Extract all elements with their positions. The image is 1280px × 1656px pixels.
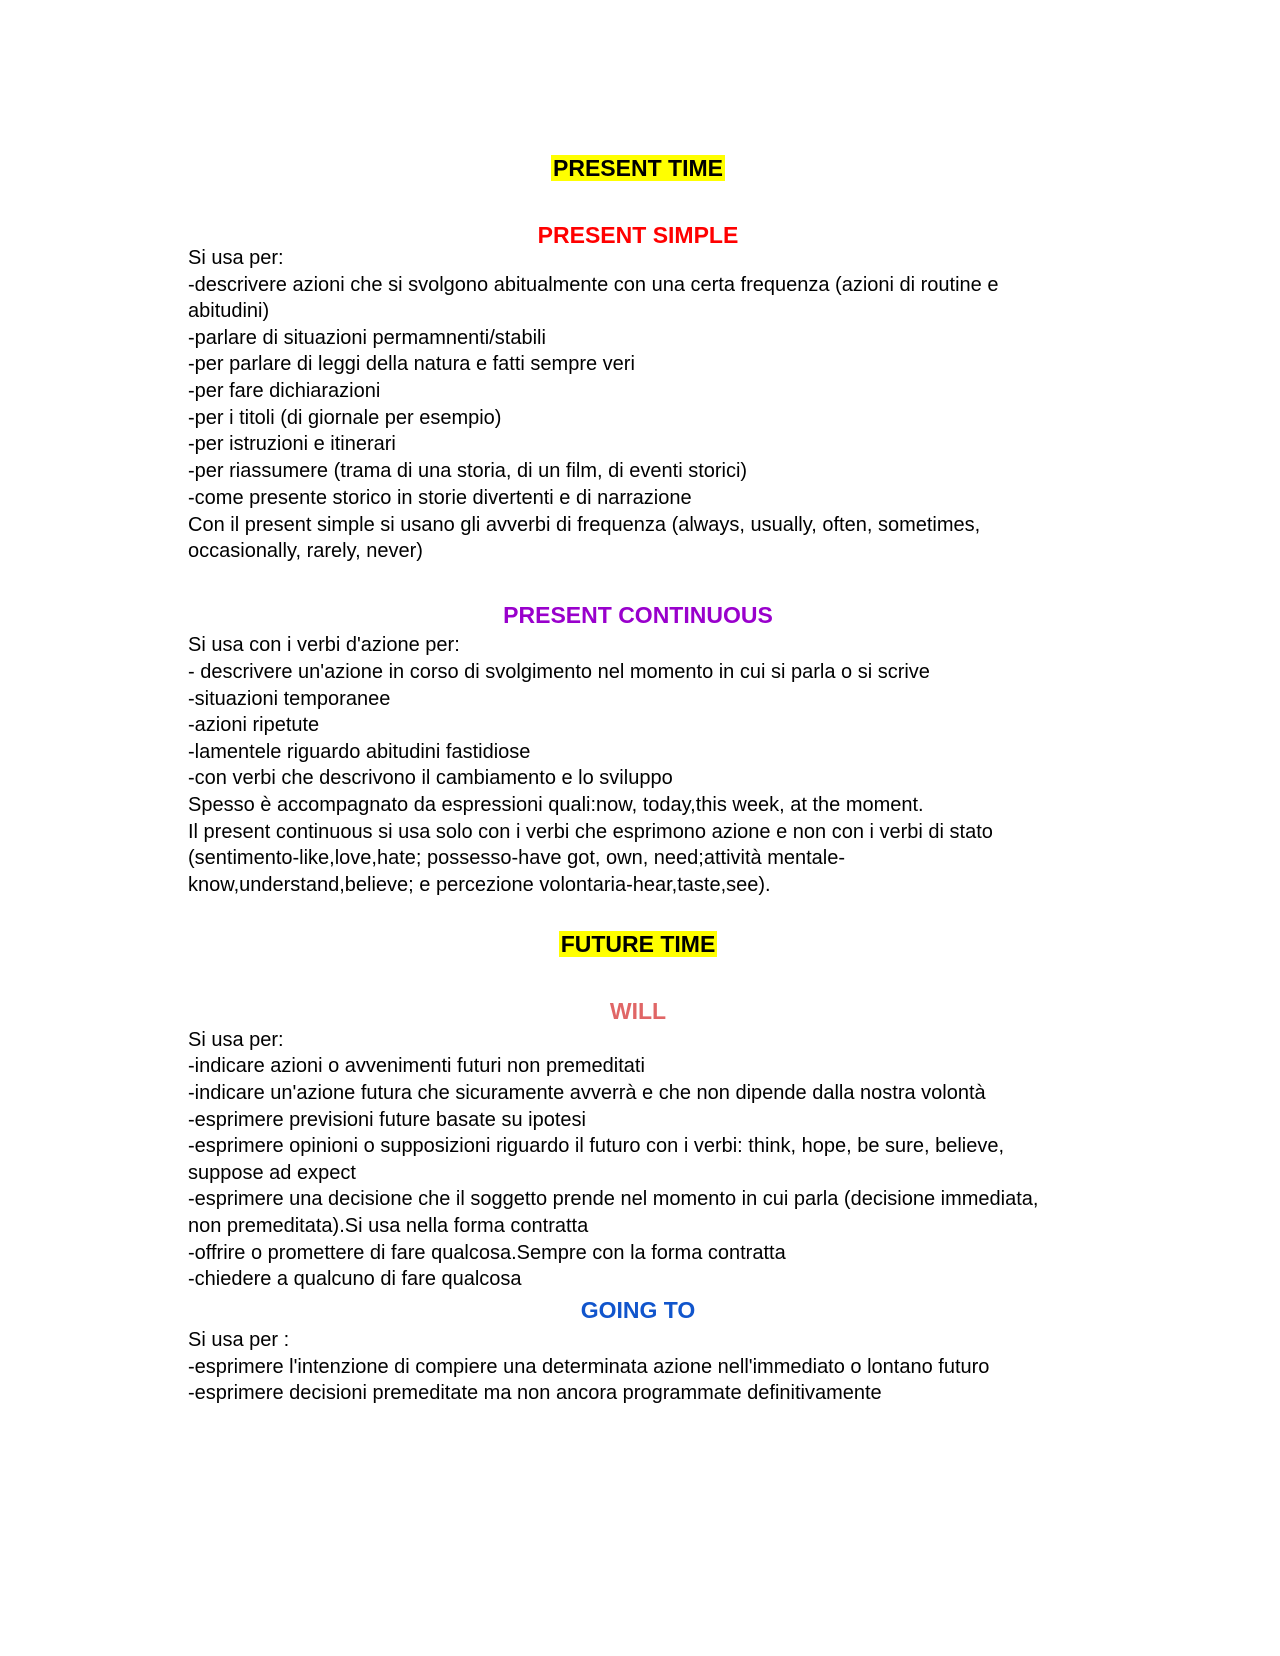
present-continuous-line: Spesso è accompagnato da espressioni quali:now, today,this week, at the moment. [188,794,924,816]
present-continuous-line: -situazioni temporanee [188,688,391,710]
present-simple-line: -per istruzioni e itinerari [188,433,396,455]
present-continuous-line: Si usa con i verbi d'azione per: [188,634,460,656]
present-simple-line: -descrivere azioni che si svolgono abitualmente con una certa frequenza (azioni di routine e [188,274,999,296]
going-to-line: -esprimere l'intenzione di compiere una determinata azione nell'immediato o lontano futuro [188,1356,990,1378]
will-title: WILL [609,998,667,1024]
going-to-line: -esprimere decisioni premeditate ma non ancora programmate definitivamente [188,1382,882,1404]
section-heading-present-time [188,152,1088,184]
present-continuous-line: -con verbi che descrivono il cambiamento e lo sviluppo [188,767,673,789]
present-simple-line: -per riassumere (trama di una storia, di un film, di eventi storici) [188,460,748,482]
present-simple-line: -per fare dichiarazioni [188,380,381,402]
present-simple-title: PRESENT SIMPLE [537,222,739,248]
future-time-title: FUTURE TIME [560,931,716,957]
will-line: non premeditata).Si usa nella forma contratta [188,1215,589,1237]
will-line: -esprimere opinioni o supposizioni riguardo il futuro con i verbi: think, hope, be sure, believe, [188,1135,1005,1157]
present-simple-line: -come presente storico in storie divertenti e di narrazione [188,487,692,509]
will-line: -offrire o promettere di fare qualcosa.Sempre con la forma contratta [188,1242,786,1264]
present-simple-line: -parlare di situazioni permamnenti/stabili [188,327,546,349]
present-continuous-line: -lamentele riguardo abitudini fastidiose [188,741,531,763]
present-continuous-line: - descrivere un'azione in corso di svolgimento nel momento in cui si parla o si scrive [188,661,930,683]
going-to-line: Si usa per : [188,1329,290,1351]
will-line: -indicare un'azione futura che sicuramente avverrà e che non dipende dalla nostra volontà [188,1082,986,1104]
present-continuous-title: PRESENT CONTINUOUS [503,602,773,628]
present-continuous-line: (sentimento-like,love,hate; possesso-have got, own, need;attività mentale- [188,847,846,869]
will-line: -indicare azioni o avvenimenti futuri non premeditati [188,1055,645,1077]
present-continuous-line: -azioni ripetute [188,714,320,736]
section-heading-future-time [188,928,1088,960]
present-time-title: PRESENT TIME [553,155,723,181]
will-line: Si usa per: [188,1029,284,1051]
will-line: -esprimere previsioni future basate su ipotesi [188,1109,586,1131]
present-continuous-line: Il present continuous si usa solo con i verbi che esprimono azione e non con i verbi di stato [188,821,993,843]
will-line: -esprimere una decisione che il soggetto prende nel momento in cui parla (decisione immediata, [188,1188,1039,1210]
present-simple-line: Con il present simple si usano gli avverbi di frequenza (always, usually, often, sometimes, [188,514,981,536]
present-simple-line: -per i titoli (di giornale per esempio) [188,407,502,429]
present-simple-line: occasionally, rarely, never) [188,540,423,562]
present-simple-line: Si usa per: [188,247,284,269]
present-continuous-line: know,understand,believe; e percezione volontaria-hear,taste,see). [188,874,771,896]
present-simple-line: abitudini) [188,300,270,322]
going-to-title: GOING TO [580,1297,696,1323]
present-simple-line: -per parlare di leggi della natura e fatti sempre veri [188,353,635,375]
will-line: suppose ad expect [188,1162,356,1184]
will-line: -chiedere a qualcuno di fare qualcosa [188,1268,522,1290]
